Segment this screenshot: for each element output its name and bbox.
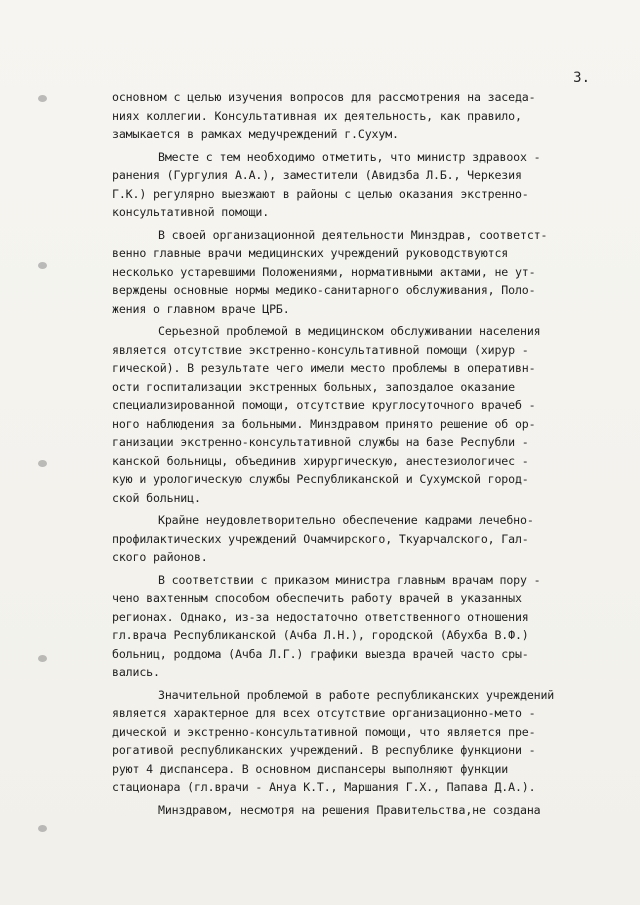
text-line: несколько устаревшими Положениями, нормативными актами, не ут- — [112, 264, 536, 279]
text-line: является характерное для всех отсутствие организационно-мето - — [112, 706, 536, 720]
punch-hole-mark — [38, 95, 47, 102]
text-line: основном с целью изучения вопросов для рассмотрения на заседа- — [112, 90, 536, 104]
text-line: Минздравом, несмотря на решения Правительства,не создана — [158, 802, 541, 817]
text-line: чено вахтенным способом обеспечить работу врачей в указанных — [112, 591, 522, 605]
punch-hole-mark — [38, 655, 47, 662]
text-line: Крайне неудовлетворительно обеспечение кадрами лечебно- — [158, 513, 534, 527]
text-line: Значительной проблемой в работе республиканских учреждений — [158, 687, 555, 702]
text-line: жения о главном враче ЦРБ. — [112, 301, 290, 316]
text-line: замыкается в рамках медучреждений г.Сухум. — [112, 127, 399, 141]
text-line: гл.врача Республиканской (Ачба Л.Н.), городской (Абухба В.Ф.) — [112, 628, 529, 642]
text-line: венно главные врачи медицинских учреждений руководствуются — [112, 246, 509, 260]
text-line: профилактических учреждений Очамчирского, Ткуарчалского, Гал- — [112, 531, 529, 546]
text-line: верждены основные нормы медико-санитарного обслуживания, Поло- — [112, 283, 536, 297]
text-line: регионах. Однако, из-за недостаточно ответственного отношения — [112, 609, 529, 624]
page-number: 3. — [573, 70, 590, 86]
text-line: Г.К.) регулярно выезжают в районы с целью оказания экстренно- — [112, 186, 529, 201]
text-line: ского районов. — [112, 550, 208, 564]
text-line: руют 4 диспансера. В основном диспансеры выполняют функции — [112, 761, 509, 776]
text-line: ганизации экстренно-консультативной службы на базе Республи - — [112, 435, 529, 449]
text-line: больниц, роддома (Ачба Л.Г.) графики выезда врачей часто сры- — [112, 646, 529, 661]
text-line: является отсутствие экстренно-консультативной помощи (хирур - — [112, 342, 529, 357]
text-line: дической и экстренно-консультативной помощи, что является пре- — [112, 724, 536, 739]
text-line: стационара (гл.врачи - Ануа К.Т., Маршания Г.Х., Папава Д.А.). — [112, 780, 536, 794]
punch-hole-mark — [38, 825, 47, 832]
text-line: консультативной помощи. — [112, 205, 270, 219]
text-line: ниях коллегии. Консультативная их деятельность, как правило, — [112, 108, 522, 123]
punch-hole-mark — [38, 262, 47, 269]
document-body — [112, 88, 602, 819]
text-line: В соответствии с приказом министра главным врачам пору - — [158, 572, 541, 587]
text-line: ости госпитализации экстренных больных, запоздалое оказание — [112, 379, 515, 394]
text-line: канской больницы, объединив хирургическую, анестезиологичес - — [112, 453, 529, 468]
text-line: кую и урологическую службы Республиканской и Сухумской город- — [112, 472, 529, 486]
punch-hole-mark — [38, 460, 47, 467]
text-line: Вместе с тем необходимо отметить, что министр здравоох - — [158, 149, 541, 164]
text-line: специализированной помощи, отсутствие круглосуточного врачеб - — [112, 398, 536, 412]
text-line: ранения (Гургулия А.А.), заместители (Авидзба Л.Б., Черкезия — [112, 168, 522, 182]
text-line: В своей организационной деятельности Минздрав, соответст- — [158, 227, 548, 242]
text-line: ской больниц. — [112, 490, 201, 505]
text-line: ного наблюдения за больными. Минздравом принято решение об ор- — [112, 416, 536, 431]
text-line: Серьезной проблемой в медицинском обслуживании населения — [158, 324, 541, 338]
text-line: гической). В результате чего имели место проблемы в оперативн- — [112, 361, 536, 375]
text-line: вались. — [112, 665, 160, 679]
text-line: рогативой республиканских учреждений. В республике функциони - — [112, 743, 536, 757]
